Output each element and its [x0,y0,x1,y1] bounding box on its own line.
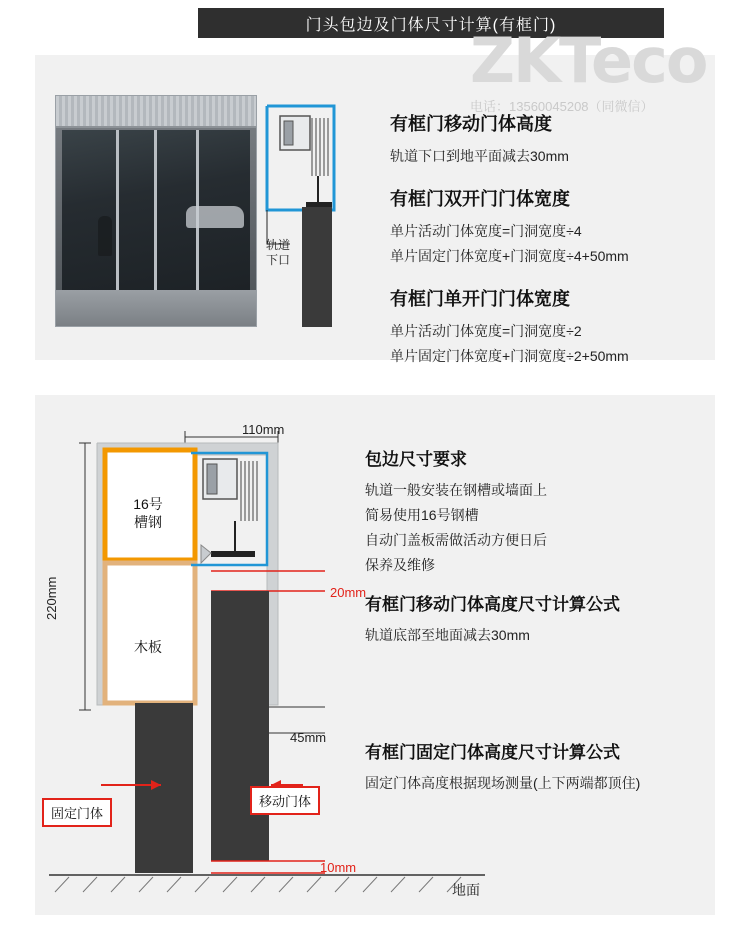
rail-bottom-label-line2: 下口 [266,253,291,267]
fixed-door-tag: 固定门体 [42,798,112,827]
door-photo [55,95,257,327]
door-leaf [302,207,332,327]
bottom-section-3 [365,738,695,798]
top-schematic-drawing [262,92,372,342]
bottom-section-3-line-1: 固定门体高度根据现场测量(上下两端都顶住) [365,775,641,791]
bottom-section-1-line-3: 自动门盖板需做活动方便日后 [365,532,547,548]
top-section-2-heading: 有框门双开门门体宽度 [390,189,570,209]
bottom-section-2 [365,590,695,650]
fixed-door-leaf [135,703,193,873]
photo-person [98,216,112,256]
wood-board-label: 木板 [134,639,162,655]
photo-header-strip [56,96,256,128]
bottom-section-3-heading: 有框门固定门体高度尺寸计算公式 [365,743,620,762]
photo-car [186,206,244,228]
photo-floor [56,290,256,326]
watermark-brand: ZKTeco [470,24,707,97]
wood-board-box [105,563,195,703]
photo-mullion-1 [116,130,119,290]
top-section-3-line-1: 单片活动门体宽度=门洞宽度÷2 [390,323,582,339]
dim-ground-10: 10mm [320,860,357,875]
top-section-3-line-2: 单片固定门体宽度+门洞宽度÷2+50mm [390,348,629,364]
bottom-section-1 [365,445,695,580]
top-section-2-line-1: 单片活动门体宽度=门洞宽度÷4 [390,223,582,239]
top-text-column [390,110,690,371]
watermark-contact: 电话：13560045208（同微信） [470,99,654,114]
moving-door-leaf [211,591,269,861]
top-section-2-line-2: 单片固定门体宽度+门洞宽度÷4+50mm [390,248,629,264]
hanger-bar [211,551,255,557]
top-section-1-line-1: 轨道下口到地平面减去30mm [390,148,569,164]
page-title [198,8,664,38]
top-section-3-heading: 有框门单开门门体宽度 [390,289,570,309]
channel-steel-label-line2: 槽钢 [134,514,162,530]
dim-offset-45: 45mm [290,730,327,745]
bottom-section-1-heading: 包边尺寸要求 [365,450,467,469]
dim-width-110: 110mm [242,422,285,437]
dim-height-220: 220mm [44,576,59,620]
channel-steel-label-line1: 16号 [133,496,163,512]
bottom-section-1-line-4: 保养及维修 [365,557,435,573]
top-section-1-heading: 有框门移动门体高度 [390,114,552,134]
channel-steel-label [108,495,188,531]
dim-gap-20: 20mm [330,585,367,600]
ground-label: 地面 [452,882,480,898]
bottom-section-1-line-1: 轨道一般安装在钢槽或墙面上 [365,482,547,498]
rail-bottom-label-line1: 轨道 [266,238,291,252]
moving-door-tag: 移动门体 [250,786,320,815]
door-hanger [306,202,332,207]
rail-bottom-label [266,238,290,268]
bottom-section-2-line-1: 轨道底部至地面减去30mm [365,627,530,643]
photo-mullion-2 [154,130,157,290]
bottom-section-2-heading: 有框门移动门体高度尺寸计算公式 [365,595,620,614]
bottom-section-1-line-2: 简易使用16号钢槽 [365,507,479,523]
page-title-text: 门头包边及门体尺寸计算(有框门) [305,16,557,34]
